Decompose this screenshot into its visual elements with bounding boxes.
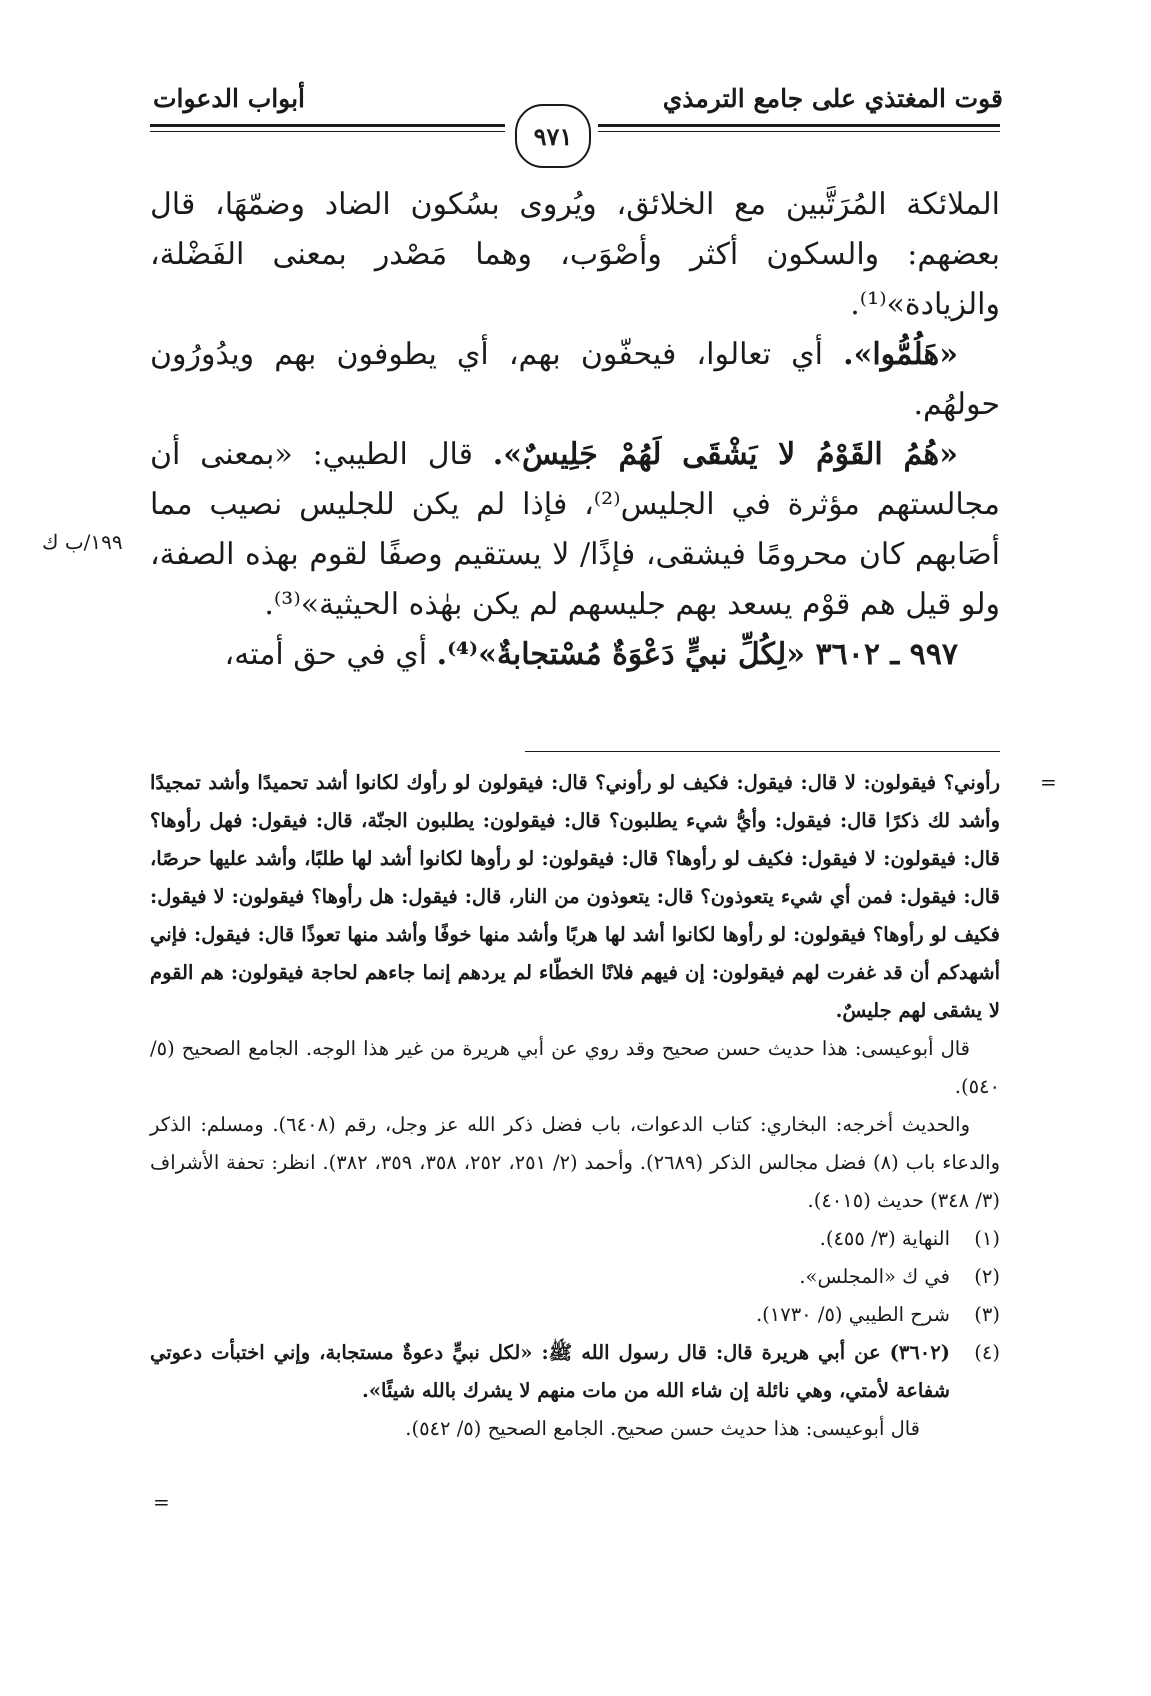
continuation-marker-end: =: [153, 1490, 170, 1514]
footnote-number: (٢): [974, 1265, 1000, 1288]
header-rule-right-thin: [598, 131, 1000, 132]
footnote-item: [150, 1258, 1000, 1296]
continuation-marker: =: [1040, 770, 1057, 794]
footnote-text: (٣٦٠٢) عن أبي هريرة قال: قال رسول الله ﷺ: «لكل نبيٍّ دعوةٌ مستجابة، وإني اختبأت دعوتي شفاعة لأمتي، وهي نائلة إن شاء الله من مات منهم لا يشرك بالله شيئًا».: [150, 1341, 950, 1402]
lemma-hum-alqawm: «هُمُ القَوْمُ لا يَشْقَى لَهُمْ جَلِيسٌ».: [492, 437, 958, 472]
manuscript-margin-note: ١٩٩/ب ك: [42, 530, 123, 554]
header-rule-left-thin: [150, 131, 505, 132]
page-number: ٩٧١: [515, 104, 591, 168]
footnote-separator: [525, 751, 1000, 752]
footnote-number: (٤): [974, 1341, 1000, 1364]
main-paragraph-3: [150, 430, 1000, 630]
header-rule-right: [598, 124, 1000, 127]
footnote-4-continuation: قال أبوعيسى: هذا حديث حسن صحيح. الجامع الصحيح (٥/ ٥٤٢).: [405, 1417, 920, 1440]
footnote-text: في ك «المجلس».: [799, 1265, 950, 1288]
footnote-continuation: رأوني؟ فيقولون: لا قال: فيقول: فكيف لو رأوني؟ قال: فيقولون لو رأوك لكانوا أشد تحميدًا وأشد تمجيدًا وأشد لك ذكرًا قال: فيقول: وأيُّ شيء يطلبون؟ قال: فيقولون: يطلبون الجنّة، قال: فيقول: فهل رأوها؟ قال: فيقولون: لا فيقول: فكيف لو رأوها؟ قال: فيقولون: لو رأوها لكانوا أشد لها طلبًا، وأشد عليها حرصًا، قال: فيقول: فمن أي شيء يتعوذون؟ قال: يتعوذون من النار، قال: فيقول: هل رأوها؟ فيقولون: لا فيقول: فكيف لو رأوها؟ فيقولون: لو رأوها لكانوا أشد لها هربًا وأشد منها خوفًا وأشد منها تعوذًا قال: فيقول: فإني أشهدكم أن قد غفرت لهم فيقولون: إن فيهم فلانًا الخطّاء لم يردهم إنما جاءهم لحاجة فيقولون: هم القوم لا يشقى لهم جليسٌ.: [150, 771, 1000, 1022]
footnote-item: [150, 1220, 1000, 1258]
main-paragraph-4-text: أي في حق أمته،: [224, 637, 437, 672]
footnote-number: (٣): [974, 1303, 1000, 1326]
header-rule-left: [150, 124, 505, 127]
section-title: أبواب الدعوات: [153, 84, 306, 113]
lemma-halummu: «هَلُمُّوا».: [843, 337, 958, 372]
footnote-text: النهاية (٣/ ٤٥٥).: [819, 1227, 950, 1250]
main-paragraph-1: الملائكة المُرَتَّبين مع الخلائق، ويُروى بسُكون الضاد وضمّهَا، قال بعضهم: والسكون أكثر وأصْوَب، وهما مَصْدر بمعنى الفَضْلة، والزيادة»⁽¹⁾.: [150, 187, 1000, 322]
main-text: [150, 180, 1000, 680]
footnote-continuation-3: والحديث أخرجه: البخاري: كتاب الدعوات، باب فضل ذكر الله عز وجل، رقم (٦٤٠٨). ومسلم: الذكر والدعاء باب (٨) فضل مجالس الذكر (٢٦٨٩). وأحمد (٢/ ٢٥١، ٢٥٢، ٣٥٨، ٣٥٩، ٣٨٢). انظر: تحفة الأشراف (٣/ ٣٤٨) حديث (٤٠١٥).: [150, 1113, 1000, 1212]
footnote-text: شرح الطيبي (٥/ ١٧٣٠).: [755, 1303, 950, 1326]
hadith-heading: ٩٩٧ ـ ٣٦٠٢ «لِكُلِّ نبيٍّ دَعْوَةٌ مُسْتجابةٌ»⁽⁴⁾.: [436, 637, 958, 672]
footnote-continuation-2: قال أبوعيسى: هذا حديث حسن صحيح وقد روي عن أبي هريرة من غير هذا الوجه. الجامع الصحيح (٥/ ٥٤٠).: [150, 1037, 1000, 1098]
main-paragraph-2: [150, 330, 1000, 430]
main-paragraph-2-text: أي تعالوا، فيحفّون بهم، أي يطوفون بهم ويدُورُون حولهُم.: [150, 337, 1000, 422]
footnote-item: [150, 1334, 1000, 1410]
main-paragraph-4: [150, 630, 1000, 680]
book-title: قوت المغتذي على جامع الترمذي: [662, 84, 1003, 113]
main-paragraph-3-text: قال الطيبي: «بمعنى أن مجالستهم مؤثرة في الجليس⁽²⁾، فإذا لم يكن للجليس نصيب مما أصَابهم كان محرومًا فيشقى، فإذًا/ لا يستقيم وصفًا لقوم بهذه الصفة، ولو قيل هم قوْم يسعد بهم جليسهم لم يكن بهٰذه الحيثية»⁽³⁾.: [150, 437, 1000, 622]
footnotes: [150, 764, 1000, 1448]
footnote-number: (١): [974, 1227, 1000, 1250]
footnote-item: [150, 1296, 1000, 1334]
